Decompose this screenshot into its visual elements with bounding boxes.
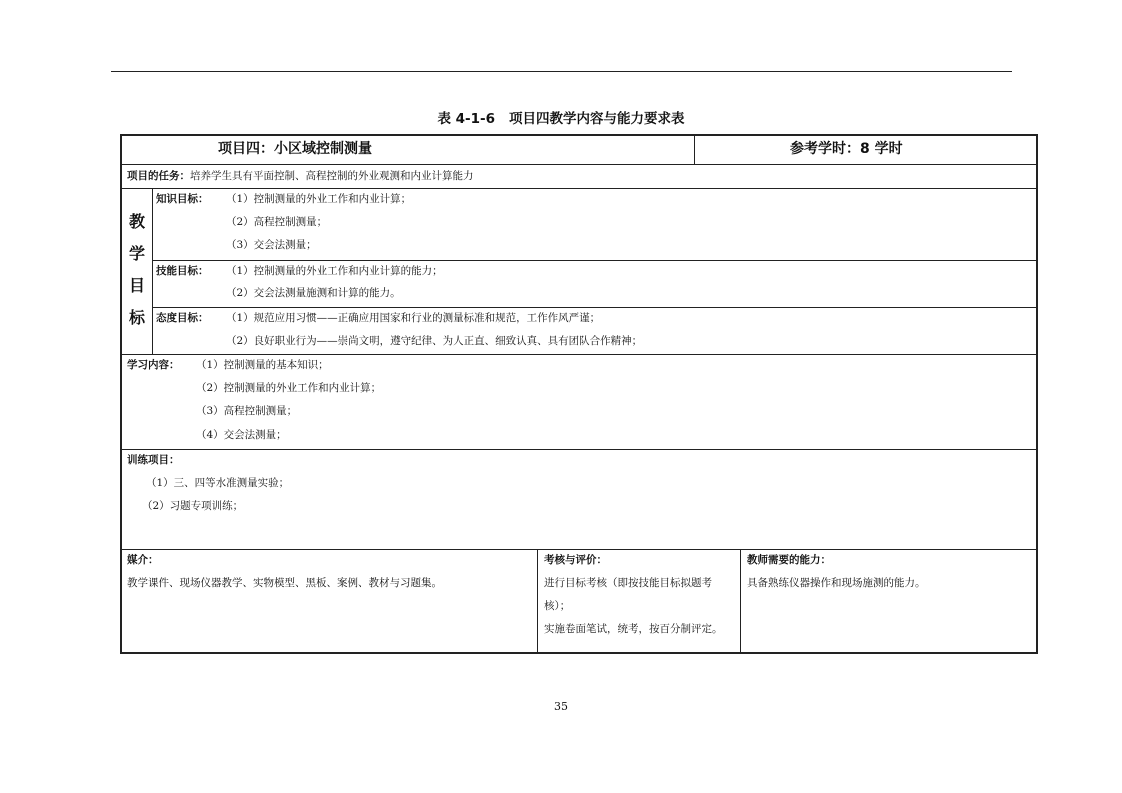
attitude-goal-label: 态度目标：: [156, 312, 209, 324]
content-label: 学习内容：: [127, 359, 180, 371]
requirements-table: [120, 134, 1038, 654]
attitude-goal-item: （1）规范应用习惯——正确应用国家和行业的测量标准和规范，工作作风严谨；: [226, 312, 601, 324]
knowledge-goal-label: 知识目标：: [156, 193, 209, 205]
knowledge-goal-item: （1）控制测量的外业工作和内业计算；: [226, 193, 412, 205]
table-number: 表 4-1-6: [437, 111, 496, 127]
task-row: [127, 169, 474, 183]
page-number: 35: [554, 700, 568, 713]
assessment-label: 考核与评价：: [544, 554, 607, 566]
teacher-ability-label: 教师需要的能力：: [747, 554, 831, 566]
table-title: 项目四教学内容与能力要求表: [509, 111, 685, 127]
reference-hours: 参考学时：8 学时: [790, 141, 903, 157]
task-text: 培养学生具有平面控制、高程控制的外业观测和内业计算能力: [190, 170, 474, 182]
content-item: （2）控制测量的外业工作和内业计算；: [196, 382, 382, 394]
media-label: 媒介：: [127, 554, 159, 566]
knowledge-goal-item: （3）交会法测量；: [226, 239, 317, 251]
skill-goal-item: （2）交会法测量施测和计算的能力。: [226, 287, 401, 299]
knowledge-goal-item: （2）高程控制测量；: [226, 216, 328, 228]
assessment-line: 实施卷面笔试，统考，按百分制评定。: [544, 623, 723, 635]
attitude-goal-item: （2）良好职业行为——崇尚文明，遵守纪律、为人正直、细致认真、具有团队合作精神；: [226, 335, 643, 347]
content-item: （4）交会法测量；: [196, 429, 287, 441]
content-item: （1）控制测量的基本知识；: [196, 359, 329, 371]
teaching-goals-label: 教 学 目 标: [128, 212, 145, 327]
training-item: （1）三、四等水准测量实验；: [146, 477, 290, 489]
content-item: （3）高程控制测量；: [196, 405, 298, 417]
assessment-line: 核）；: [544, 600, 571, 612]
task-label: 项目的任务：: [127, 170, 190, 182]
skill-goal-label: 技能目标：: [156, 265, 209, 277]
project-title: 项目四：小区域控制测量: [218, 141, 372, 157]
skill-goal-item: （1）控制测量的外业工作和内业计算的能力；: [226, 265, 443, 277]
training-item: （2）习题专项训练；: [142, 500, 244, 512]
assessment-line: 进行目标考核（即按技能目标拟题考: [544, 577, 712, 589]
table-caption: [0, 107, 1122, 127]
teacher-ability-text: 具备熟练仪器操作和现场施测的能力。: [747, 577, 926, 589]
training-label: 训练项目：: [127, 454, 180, 466]
header-rule: [111, 71, 1012, 72]
media-text: 教学课件、现场仪器教学、实物模型、黑板、案例、教材与习题集。: [127, 577, 442, 589]
